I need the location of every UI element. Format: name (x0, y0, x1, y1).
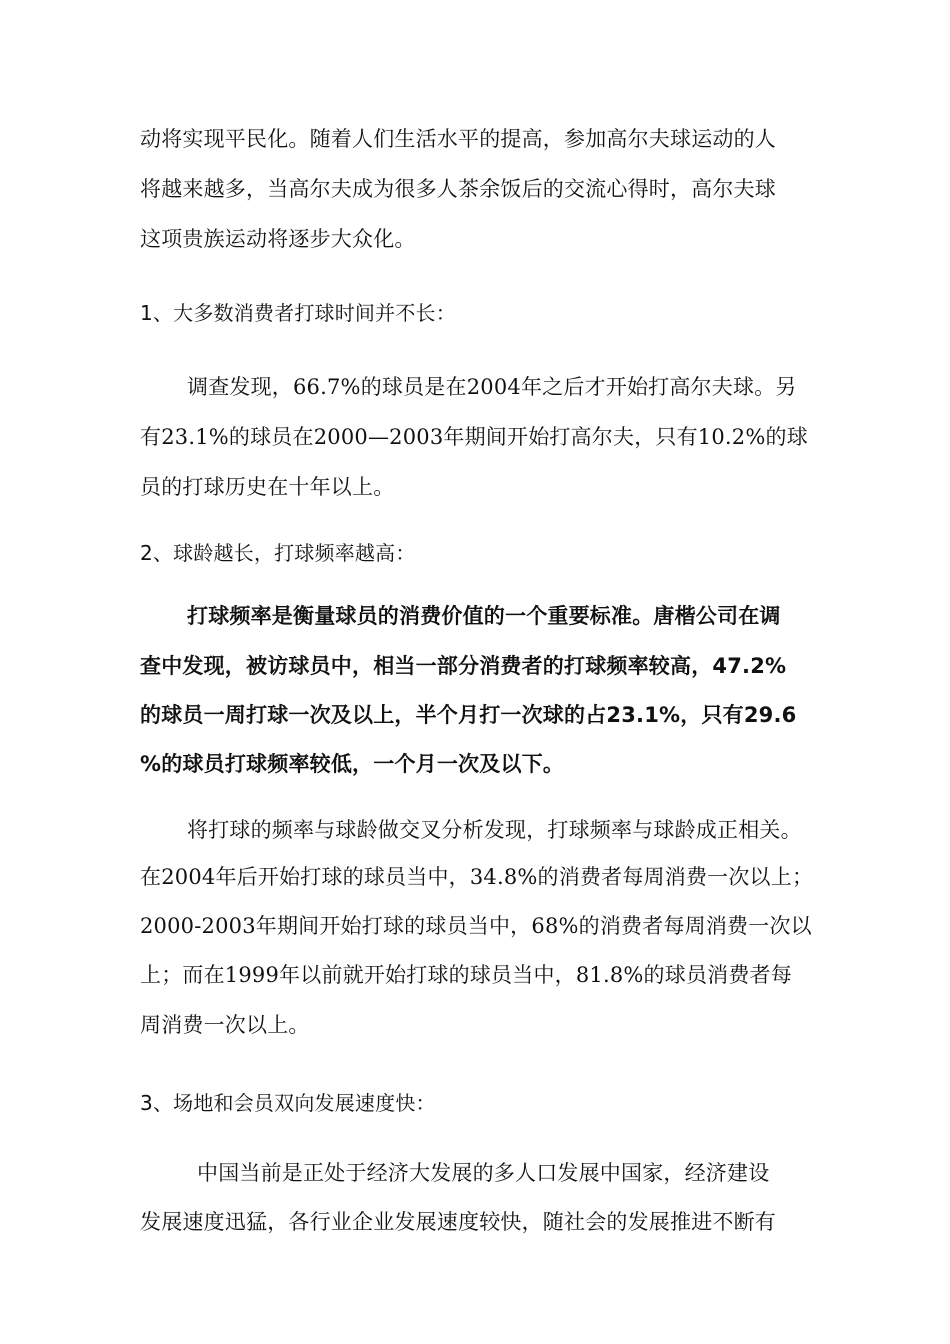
section-2-line-5: 周消费一次以上。 (140, 1013, 310, 1037)
section-2-heading: 2、球龄越长，打球频率越高： (140, 541, 416, 565)
section-3-line-1: 中国当前是正处于经济大发展的多人口发展中国家，经济建设 (197, 1161, 770, 1185)
section-1-line-1: 调查发现，66.7%的球员是在2004年之后才开始打高尔夫球。另 (187, 375, 797, 399)
section-2-line-1: 将打球的频率与球龄做交叉分析发现，打球频率与球龄成正相关。 (187, 818, 802, 842)
section-3-heading: 3、场地和会员双向发展速度快： (140, 1091, 436, 1115)
section-2-bold-line-2: 查中发现，被访球员中，相当一部分消费者的打球频率较高，47.2% (140, 654, 787, 678)
section-3-line-2: 发展速度迅猛，各行业企业发展速度较快，随社会的发展推进不断有 (140, 1210, 776, 1234)
section-2-bold-line-1: 打球频率是衡量球员的消费价值的一个重要标准。唐楷公司在调 (187, 604, 781, 628)
section-2-line-4: 上；而在1999年以前就开始打球的球员当中，81.8%的球员消费者每 (140, 963, 792, 987)
intro-line-2: 将越来越多，当高尔夫成为很多人茶余饭后的交流心得时，高尔夫球 (140, 177, 776, 201)
section-2-line-2: 在2004年后开始打球的球员当中，34.8%的消费者每周消费一次以上； (140, 865, 814, 889)
intro-line-3: 这项贵族运动将逐步大众化。 (140, 227, 416, 251)
section-2-bold-line-3: 的球员一周打球一次及以上，半个月打一次球的占23.1%，只有29.6 (140, 703, 797, 727)
section-1-line-3: 员的打球历史在十年以上。 (140, 475, 395, 499)
section-2-bold-line-4: %的球员打球频率较低，一个月一次及以下。 (140, 752, 565, 776)
section-2-line-3: 2000-2003年期间开始打球的球员当中，68%的消费者每周消费一次以 (140, 914, 812, 938)
section-1-heading: 1、大多数消费者打球时间并不长： (140, 301, 456, 325)
section-1-line-2: 有23.1%的球员在2000—2003年期间开始打高尔夫，只有10.2%的球 (140, 425, 808, 449)
intro-line-1: 动将实现平民化。随着人们生活水平的提高，参加高尔夫球运动的人 (140, 127, 776, 151)
